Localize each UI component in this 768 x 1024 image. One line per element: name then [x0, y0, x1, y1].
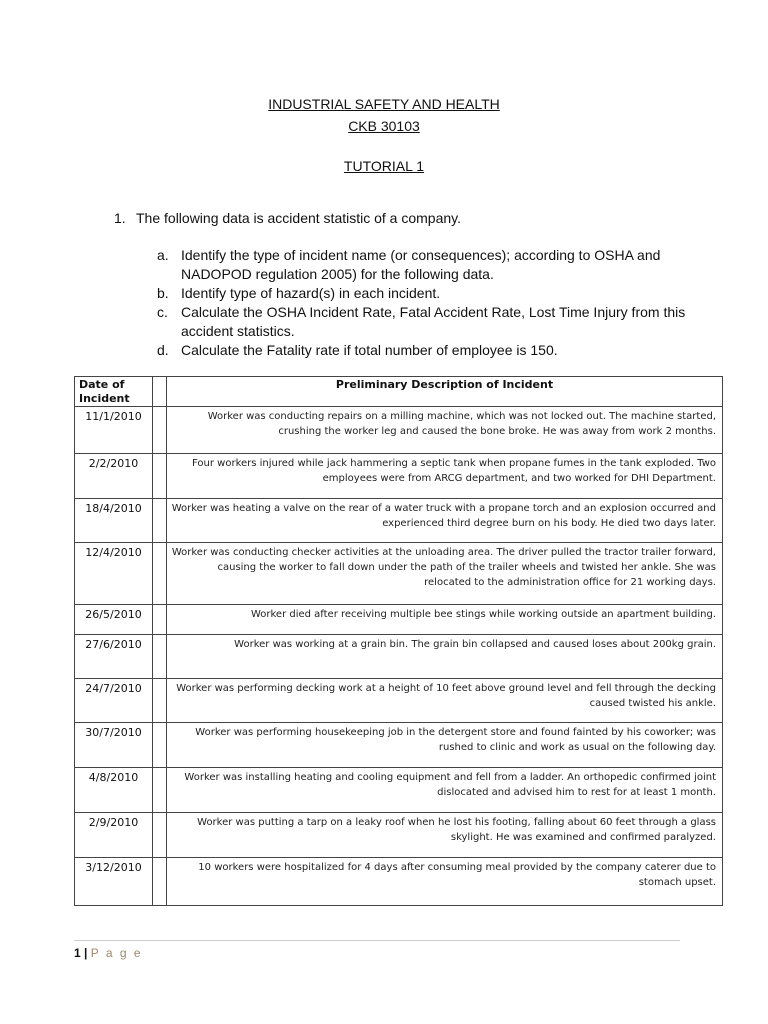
incident-date: 27/6/2010 — [75, 635, 153, 679]
question-part-b: b. Identify type of hazard(s) in each incident. — [157, 285, 441, 301]
table-row — [75, 679, 723, 723]
incident-description: Four workers injured while jack hammering a septic tank when propane fumes in the tank exploded. Two employees were from ARCG department, and two worked for DHI Department. — [167, 454, 723, 499]
question-part-d: d. Calculate the Fatality rate if total number of employee is 150. — [157, 342, 558, 358]
question-text: The following data is accident statistic of a company. — [136, 210, 462, 226]
table-row — [75, 768, 723, 813]
incident-date: 26/5/2010 — [75, 605, 153, 635]
page-number: 1 — [74, 946, 81, 960]
incident-date: 30/7/2010 — [75, 723, 153, 768]
incident-date: 11/1/2010 — [75, 407, 153, 454]
table-row — [75, 454, 723, 499]
incident-description: Worker was installing heating and cooling equipment and fell from a ladder. An orthopedic confirmed joint dislocated and advised him to rest for at least 1 month. — [167, 768, 723, 813]
incident-description: Worker was conducting checker activities at the unloading area. The driver pulled the tractor trailer forward, causing the worker to fall down under the path of the trailer wheels and twisted her ankle. She was relocated to the administration office for 21 working days. — [167, 543, 723, 605]
incident-date: 4/8/2010 — [75, 768, 153, 813]
date-column-header: Date of Incident — [75, 377, 153, 407]
table-row — [75, 858, 723, 906]
incident-date: 18/4/2010 — [75, 499, 153, 543]
incident-description: Worker was performing decking work at a height of 10 feet above ground level and fell through the decking caused twisted his ankle. — [167, 679, 723, 723]
course-title: INDUSTRIAL SAFETY AND HEALTH — [268, 96, 500, 112]
tutorial-title: TUTORIAL 1 — [343, 158, 425, 174]
question-part-c: c. Calculate the OSHA Incident Rate, Fatal Accident Rate, Lost Time Injury from this accident statistics. — [157, 304, 686, 339]
page-word: P a g e — [90, 946, 143, 960]
spacer-column-header — [153, 377, 167, 407]
table-row — [75, 723, 723, 768]
table-row — [75, 499, 723, 543]
incident-date: 2/2/2010 — [75, 454, 153, 499]
table-row — [75, 635, 723, 679]
incident-description: Worker was performing housekeeping job in the detergent store and found fainted by his coworker; was rushed to clinic and work as usual on the following day. — [167, 723, 723, 768]
page-footer — [74, 946, 143, 960]
incident-table — [74, 376, 723, 906]
footer-separator: | — [84, 946, 88, 960]
table-header-row — [75, 377, 723, 407]
incident-description: Worker was conducting repairs on a milling machine, which was not locked out. The machine started, crushing the worker leg and caused the bone broke. He was away from work 2 months. — [167, 407, 723, 454]
incident-description: Worker died after receiving multiple bee stings while working outside an apartment building. — [167, 605, 723, 635]
incident-date: 12/4/2010 — [75, 543, 153, 605]
incident-description: Worker was working at a grain bin. The grain bin collapsed and caused loses about 200kg grain. — [167, 635, 723, 679]
footer-divider — [74, 940, 680, 941]
description-column-header: Preliminary Description of Incident — [167, 377, 723, 407]
table-row — [75, 605, 723, 635]
table-row — [75, 813, 723, 858]
incident-description: Worker was heating a valve on the rear of a water truck with a propane torch and an explosion occurred and experienced third degree burn on his body. He died two days later. — [167, 499, 723, 543]
incident-description: Worker was putting a tarp on a leaky roof when he lost his footing, falling about 60 feet through a glass skylight. He was examined and confirmed paralyzed. — [167, 813, 723, 858]
table-row — [75, 407, 723, 454]
table-row — [75, 543, 723, 605]
question-part-a: a. Identify the type of incident name (or consequences); according to OSHA and NADOPOD regulation 2005) for the following data. — [157, 247, 661, 282]
incident-date: 3/12/2010 — [75, 858, 153, 906]
question-parts — [157, 246, 721, 360]
course-code: CKB 30103 — [348, 118, 420, 134]
question-number: 1. — [114, 210, 126, 226]
incident-date: 2/9/2010 — [75, 813, 153, 858]
incident-date: 24/7/2010 — [75, 679, 153, 723]
question-1 — [114, 210, 461, 226]
incident-description: 10 workers were hospitalized for 4 days after consuming meal provided by the company caterer due to stomach upset. — [167, 858, 723, 906]
